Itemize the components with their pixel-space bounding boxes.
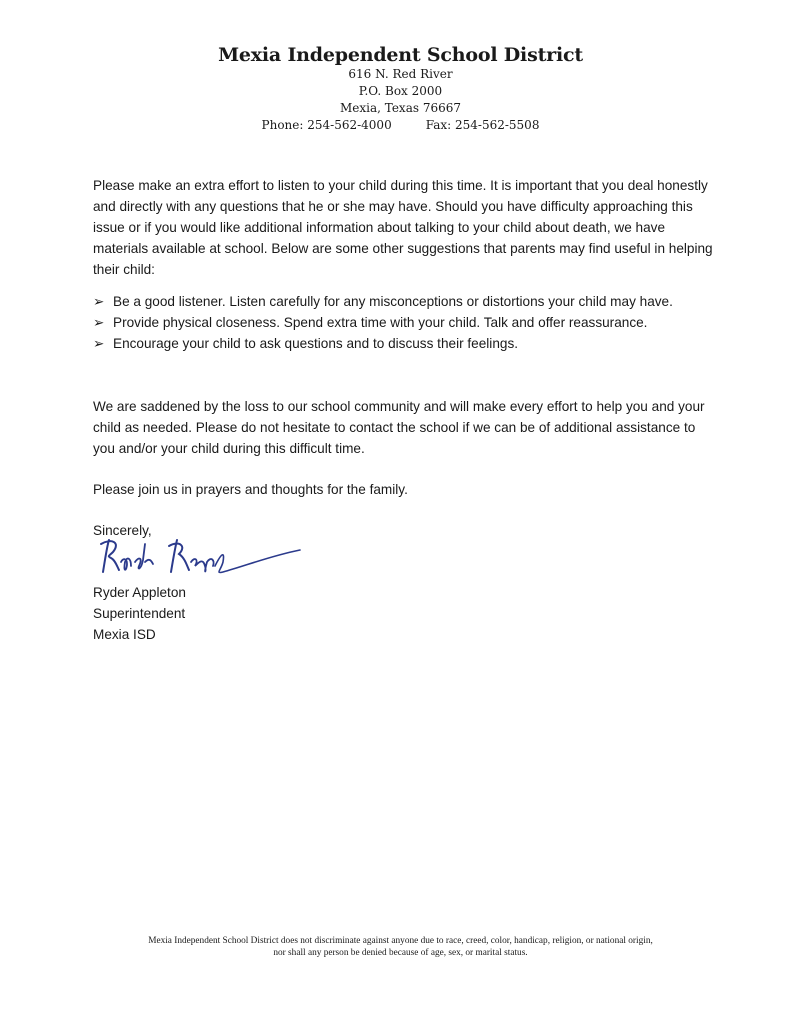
footer-line-1: Mexia Independent School District does not discriminate against anyone due to race, creed, color, handicap, religion, or national origin, — [148, 936, 653, 946]
prayer-line: Please join us in prayers and thoughts for the family. — [93, 482, 408, 497]
address-city: Mexia, Texas 76667 — [339, 101, 462, 115]
contact-line — [10, 117, 791, 134]
arrow-bullet-icon: ➢ — [93, 315, 105, 330]
letterhead — [0, 44, 791, 134]
suggestions-list — [93, 291, 713, 354]
list-item-text: Be a good listener. Listen carefully for any misconceptions or distortions your child may have. — [113, 294, 673, 309]
district-name: Mexia Independent School District — [218, 44, 583, 66]
signature-block — [93, 582, 186, 645]
nondiscrimination-footer — [0, 935, 791, 959]
arrow-bullet-icon: ➢ — [93, 294, 105, 309]
footer-line-2: nor shall any person be denied because of age, sex, or marital status. — [273, 948, 528, 958]
list-item-text: Provide physical closeness. Spend extra time with your child. Talk and offer reassurance. — [113, 315, 648, 330]
signer-name: Ryder Appleton — [93, 585, 186, 600]
list-item — [93, 291, 713, 312]
closing-paragraph: We are saddened by the loss to our school community and will make every effort to help you and your child as needed. Please do not hesitate to contact the school if we can be of additional assistance to you and/or your child during this difficult time. — [93, 399, 705, 456]
signature-image — [95, 532, 305, 582]
address-po-box: P.O. Box 2000 — [358, 84, 443, 98]
list-item — [93, 333, 713, 354]
signer-title: Superintendent — [93, 606, 186, 621]
salutation: Sincerely, — [93, 523, 152, 538]
address-street: 616 N. Red River — [348, 67, 453, 81]
arrow-bullet-icon: ➢ — [93, 336, 105, 351]
list-item-text: Encourage your child to ask questions and to discuss their feelings. — [113, 336, 519, 351]
signer-organization: Mexia ISD — [93, 627, 156, 642]
fax-number: Fax: 254-562-5508 — [425, 118, 540, 132]
intro-paragraph: Please make an extra effort to listen to your child during this time. It is important that you deal honestly and directly with any questions that he or she may have. Should you have difficulty approaching this issue or if you would like additional information about talking to your child about death, we have materials available at school. Below are some other suggestions that parents may find useful in helping their child: — [93, 178, 713, 277]
list-item — [93, 312, 713, 333]
phone-number: Phone: 254-562-4000 — [261, 118, 392, 132]
